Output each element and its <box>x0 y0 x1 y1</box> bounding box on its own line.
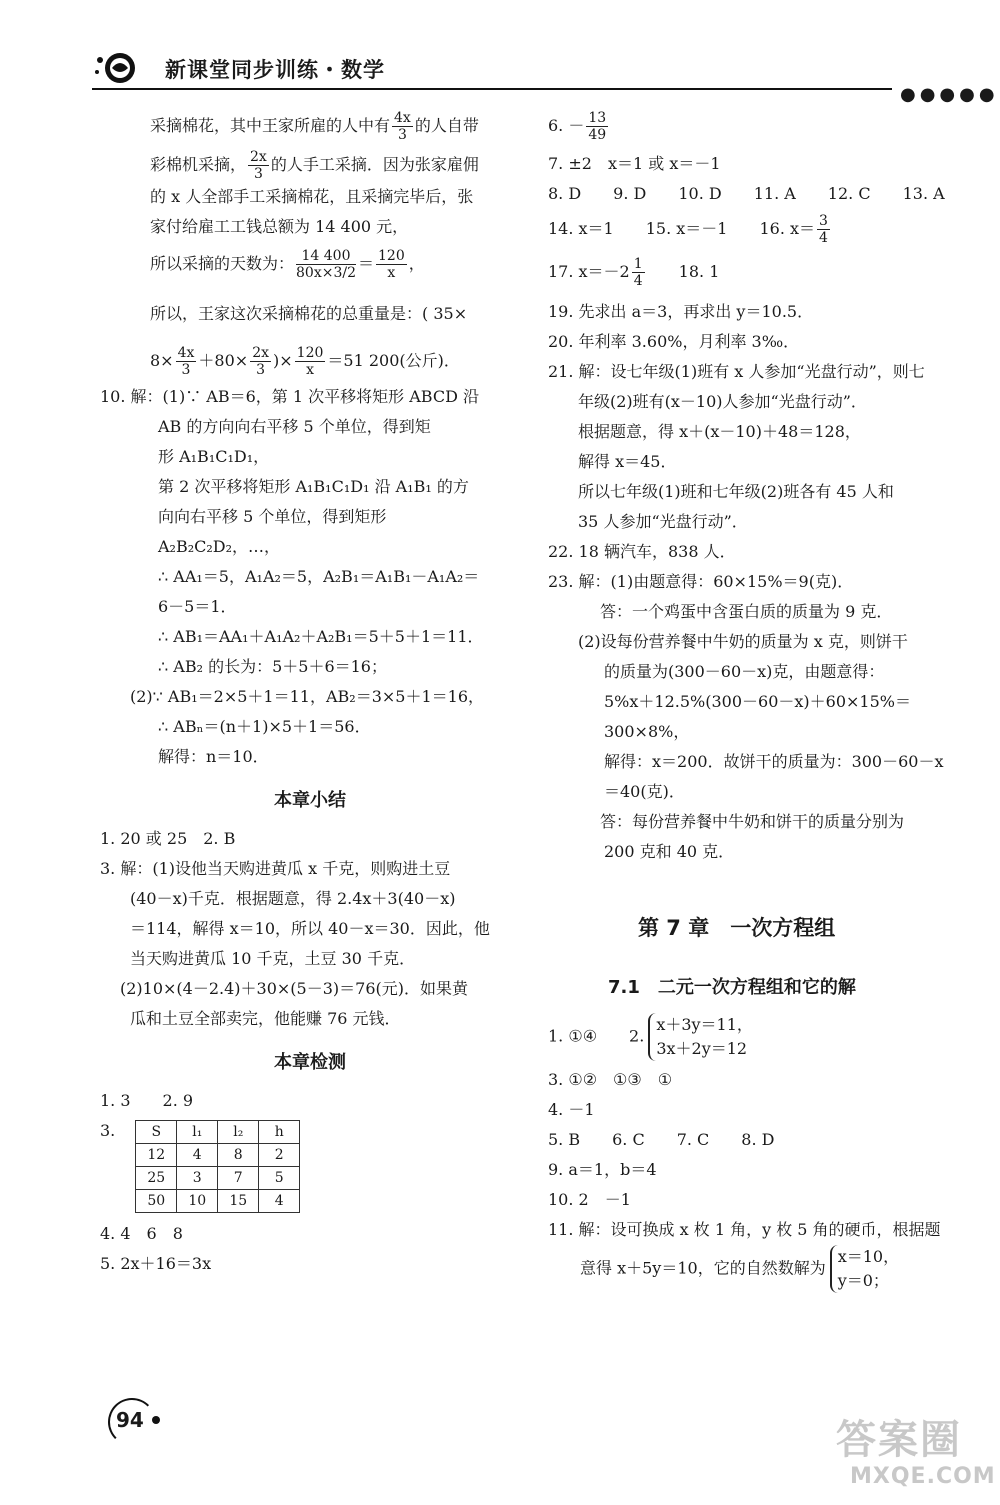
answer-line: 4. 4 6 8 <box>100 1224 183 1243</box>
item-number: 3. <box>100 1121 116 1140</box>
fraction: $\frac{120}{x}$ <box>378 248 405 281</box>
answer-line: 9. a＝1，b＝4 <box>548 1160 657 1179</box>
fraction: $\frac{3}{4}$ <box>819 213 828 246</box>
answer-line: 8. D 9. D 10. D 11. A 12. C 13. A <box>548 184 945 203</box>
watermark-logo: 答案圈 <box>836 1417 962 1463</box>
table-header-row <box>136 1121 300 1144</box>
answer-line: 7. ±2 x＝1 或 x＝－1 <box>548 154 721 173</box>
answer-line: 意得 x＋5y＝10，它的自然数解为 x＝10， y＝0； <box>548 1245 968 1293</box>
right-column <box>548 110 968 1293</box>
equation-system: x＋3y＝11， 3x＋2y＝12 <box>648 1013 753 1061</box>
answer-line: 35 人参加“光盘行动”． <box>578 512 748 531</box>
header-title: 新课堂同步训练・数学 <box>165 58 385 82</box>
table-row <box>136 1144 300 1167</box>
answer-line: 解得：x＝200．故饼干的质量为：300－60－x <box>604 752 944 771</box>
answer-line: 300×8%， <box>604 722 690 741</box>
answer-line: 23. 解：(1)由题意得：60×15%＝9(克)． <box>548 572 854 591</box>
answer-line: ∴ AB₂ 的长为：5＋5＋6＝16； <box>158 657 387 676</box>
fraction: $\frac{2x}{3}$ <box>250 149 267 182</box>
table-cell: 15 <box>218 1190 259 1213</box>
answer-line: 年级(2)班有(x－10)人参加“光盘行动”． <box>578 392 867 411</box>
answer-line: (2)∵ AB₁＝2×5＋1＝11，AB₂＝3×5＋1＝16， <box>130 687 484 706</box>
answer-line: 21. 解：设七年级(1)班有 x 人参加“光盘行动”，则七 <box>548 362 925 381</box>
answer-line: 20. 年利率 3.60%，月利率 3‰． <box>548 332 800 351</box>
answer-line: 第 2 次平移将矩形 A₁B₁C₁D₁ 沿 A₁B₁ 的方 <box>158 477 469 496</box>
table-cell: 8 <box>218 1144 259 1167</box>
table-cell: 7 <box>218 1167 259 1190</box>
fraction: $\frac{120}{x}$ <box>296 345 324 378</box>
answer-line: 14. x＝1 15. x＝－1 16. x＝ $\frac{3}{4}$ <box>548 213 828 246</box>
answer-line: 答：每份营养餐中牛奶和饼干的质量分别为 <box>600 812 905 831</box>
text-line: 所以采摘的天数为： $\frac{14 400}{80x\times 3/2}$ ＝ $\frac{120}{x}$ ， <box>150 248 425 281</box>
answer-line: 解得 x＝45． <box>578 452 677 471</box>
fraction: $\frac{4x}{3}$ <box>394 110 411 143</box>
book-logo-icon <box>92 48 138 88</box>
answer-line: 答：一个鸡蛋中含蛋白质的质量为 9 克． <box>600 602 893 621</box>
table-header-cell: l₂ <box>218 1121 259 1144</box>
text-line: 8× $\frac{4x}{3}$ ＋80× $\frac{2x}{3}$ )× $\frac{120}{x}$ ＝51 200(公斤)． <box>150 345 460 378</box>
answer-line: 5. B 6. C 7. C 8. D <box>548 1130 775 1149</box>
table-cell: 25 <box>136 1167 177 1190</box>
answer-line: 1. 3 2. 9 <box>100 1091 194 1110</box>
table-cell: 3 <box>177 1167 218 1190</box>
table-header-cell: h <box>259 1121 300 1144</box>
answer-line: 当天购进黄瓜 10 千克，土豆 30 千克． <box>130 949 416 968</box>
answer-line: 所以七年级(1)班和七年级(2)班各有 45 人和 <box>578 482 894 501</box>
answer-line: 17. x＝－2 $\frac{1}{4}$ 18. 1 <box>548 256 720 289</box>
header-dots: ●●●●● <box>900 84 999 105</box>
text-line: 所以，王家这次采摘棉花的总重量是：( 35× <box>150 304 468 323</box>
answer-line: 根据题意，得 x＋(x－10)＋48＝128， <box>578 422 861 441</box>
answer-line: (2)10×(4－2.4)＋30×(5－3)＝76(元)．如果黄 <box>120 979 468 998</box>
answer-line: 向向右平移 5 个单位，得到矩形 <box>158 507 387 526</box>
table-header-cell: S <box>136 1121 177 1144</box>
answer-line: 1. 20 或 25 2. B <box>100 829 236 848</box>
answer-line: 22. 18 辆汽车，838 人． <box>548 542 736 561</box>
fraction: $\frac{2x}{3}$ <box>252 345 269 378</box>
section-heading: 本章检测 <box>274 1052 346 1073</box>
answer-line: AB 的方向向右平移 5 个单位，得到矩 <box>158 417 431 436</box>
table-cell: 50 <box>136 1190 177 1213</box>
fraction: $\frac{14 400}{80x\times 3/2}$ <box>296 248 356 281</box>
text-line: 采摘棉花，其中王家所雇的人中有 $\frac{4x}{3}$ 的人自带 <box>150 110 479 143</box>
table-cell: 4 <box>177 1144 218 1167</box>
answer-line: ∴ AA₁＝5，A₁A₂＝5，A₂B₁＝A₁B₁－A₁A₂＝ <box>158 567 480 586</box>
table-cell: 4 <box>259 1190 300 1213</box>
answer-line: 4. －1 <box>548 1100 595 1119</box>
answer-line: 瓜和土豆全部卖完，他能赚 76 元钱． <box>130 1009 401 1028</box>
table-cell: 2 <box>259 1144 300 1167</box>
answer-line: ＝40(克)． <box>604 782 685 801</box>
answer-line: 6. － $\frac{13}{49}$ <box>548 110 607 143</box>
answer-line: (2)设每份营养餐中牛奶的质量为 x 克，则饼干 <box>578 632 908 651</box>
answer-line: 11. 解：设可换成 x 枚 1 角，y 枚 5 角的硬币，根据题 <box>548 1220 941 1239</box>
fraction: $\frac{13}{49}$ <box>588 110 607 143</box>
equation-system: x＝10， y＝0； <box>830 1245 899 1293</box>
fraction: $\frac{4x}{3}$ <box>177 345 195 378</box>
page-number-text: 94 <box>116 1408 144 1432</box>
answer-line: 10. 2 －1 <box>548 1190 631 1209</box>
table-row <box>136 1190 300 1213</box>
answer-line: 形 A₁B₁C₁D₁， <box>158 447 270 466</box>
answer-line: 3. ①② ①③ ① <box>548 1070 673 1089</box>
text-line: 彩棉机采摘， $\frac{2x}{3}$ 的人手工采摘．因为张家雇佣 <box>150 149 479 182</box>
page-number-dot <box>152 1416 160 1424</box>
answer-line: 解得：n＝10． <box>158 747 269 766</box>
answer-line: 的质量为(300－60－x)克，由题意得： <box>604 662 885 681</box>
answer-line: 3. 解：(1)设他当天购进黄瓜 x 千克，则购进土豆 <box>100 859 451 878</box>
answer-line: 200 克和 40 克． <box>604 842 735 861</box>
table-header-cell: l₁ <box>177 1121 218 1144</box>
left-column <box>100 110 520 1279</box>
chapter-heading: 第 7 章 一次方程组 <box>638 916 836 940</box>
answer-line: 10. 解：(1)∵ AB＝6，第 1 次平移将矩形 ABCD 沿 <box>100 387 479 406</box>
answer-line: A₂B₂C₂D₂，…， <box>158 537 281 556</box>
answer-line: (40－x)千克．根据题意，得 2.4x＋3(40－x) <box>130 889 456 908</box>
section-heading: 7.1 二元一次方程组和它的解 <box>608 977 856 998</box>
text-line: 家付给雇工工钱总额为 14 400 元， <box>150 217 409 236</box>
answer-line: 1. ①④ 2. x＋3y＝11， 3x＋2y＝12 <box>548 1013 968 1061</box>
text-line: 的 x 人全部手工采摘棉花，且采摘完毕后，张 <box>150 187 474 206</box>
watermark <box>836 1408 996 1492</box>
answer-line: 5%x＋12.5%(300－60－x)＋60×15%＝ <box>604 692 911 711</box>
answer-line: ＝114，解得 x＝10，所以 40－x＝30．因此，他 <box>130 919 490 938</box>
table-cell: 10 <box>177 1190 218 1213</box>
answer-line: 5. 2x＋16＝3x <box>100 1254 212 1273</box>
table-cell: 12 <box>136 1144 177 1167</box>
table-block <box>100 1116 520 1219</box>
table-row <box>136 1167 300 1190</box>
data-table <box>135 1120 300 1213</box>
answer-line: 19. 先求出 a＝3，再求出 y＝10.5． <box>548 302 814 321</box>
answer-line: ∴ AB₁＝AA₁＋A₁A₂＋A₂B₁＝5＋5＋1＝11． <box>158 627 484 646</box>
header-rule <box>92 88 892 90</box>
answer-line: 6－5＝1． <box>158 597 237 616</box>
page-number <box>108 1398 164 1442</box>
section-heading: 本章小结 <box>274 790 346 811</box>
table-cell: 5 <box>259 1167 300 1190</box>
page-header <box>0 0 1000 105</box>
fraction: $\frac{1}{4}$ <box>633 256 643 289</box>
watermark-url: MXQE.COM <box>850 1464 996 1489</box>
answer-line: ∴ ABₙ＝(n＋1)×5＋1＝56． <box>158 717 371 736</box>
